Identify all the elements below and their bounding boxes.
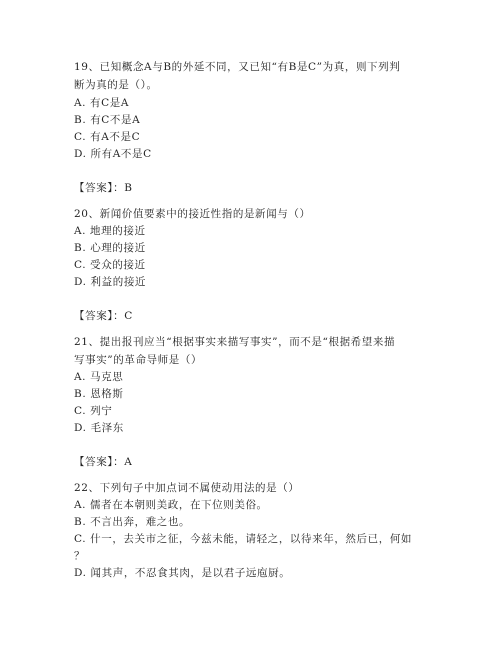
question-20-answer: 【答案】：C: [74, 310, 133, 322]
question-20-option-a: A. 地理的接近: [74, 225, 146, 237]
question-22-option-d: D. 闻其声，不忍食其肉，是以君子远庖厨。: [74, 567, 291, 579]
question-21-option-b: B. 恩格斯: [74, 388, 124, 400]
question-21-stem-line-2: 写事实”的革命导师是（）: [74, 354, 203, 366]
question-19-stem-line-2: 断为真的是（）。: [74, 79, 158, 91]
question-22-option-b: B. 不言出奔，难之也。: [74, 516, 191, 528]
question-20-option-c: C. 受众的接近: [74, 259, 146, 271]
question-22-stem-line-1: 22、下列句子中加点词不属使动用法的是（）: [74, 482, 300, 494]
question-21-option-a: A. 马克思: [74, 371, 124, 383]
question-22-option-a: A. 儒者在本朝则美政，在下位则美俗。: [74, 499, 268, 511]
question-20-option-b: B. 心理的接近: [74, 242, 146, 254]
question-20-option-d: D. 利益的接近: [74, 276, 147, 288]
question-20-stem-line-1: 20、新闻价值要素中的接近性指的是新闻与（）: [74, 208, 311, 220]
question-22-option-c: C. 什一，去关市之征，今兹未能，请轻之，以待来年，然后已，何如: [74, 533, 413, 545]
question-21-stem-line-1: 21、提出报刊应当“根据事实来描写事实”，而不是“根据希望来描: [74, 336, 396, 348]
question-19-option-b: B. 有C不是A: [74, 114, 141, 126]
question-19-option-a: A. 有C是A: [74, 97, 130, 109]
question-19-option-c: C. 有A不是C: [74, 131, 141, 143]
question-19-stem-line-1: 19、已知概念A与B的外延不同，又已知“有B是C”为真，则下列判: [74, 61, 401, 73]
question-22-option-c-continuation: ？: [74, 550, 86, 562]
question-21-answer: 【答案】：A: [74, 456, 133, 468]
question-19-answer: 【答案】：B: [74, 182, 133, 194]
question-21-option-d: D. 毛泽东: [74, 422, 124, 434]
question-19-option-d: D. 所有A不是C: [74, 148, 152, 160]
question-21-option-c: C. 列宁: [74, 405, 113, 417]
